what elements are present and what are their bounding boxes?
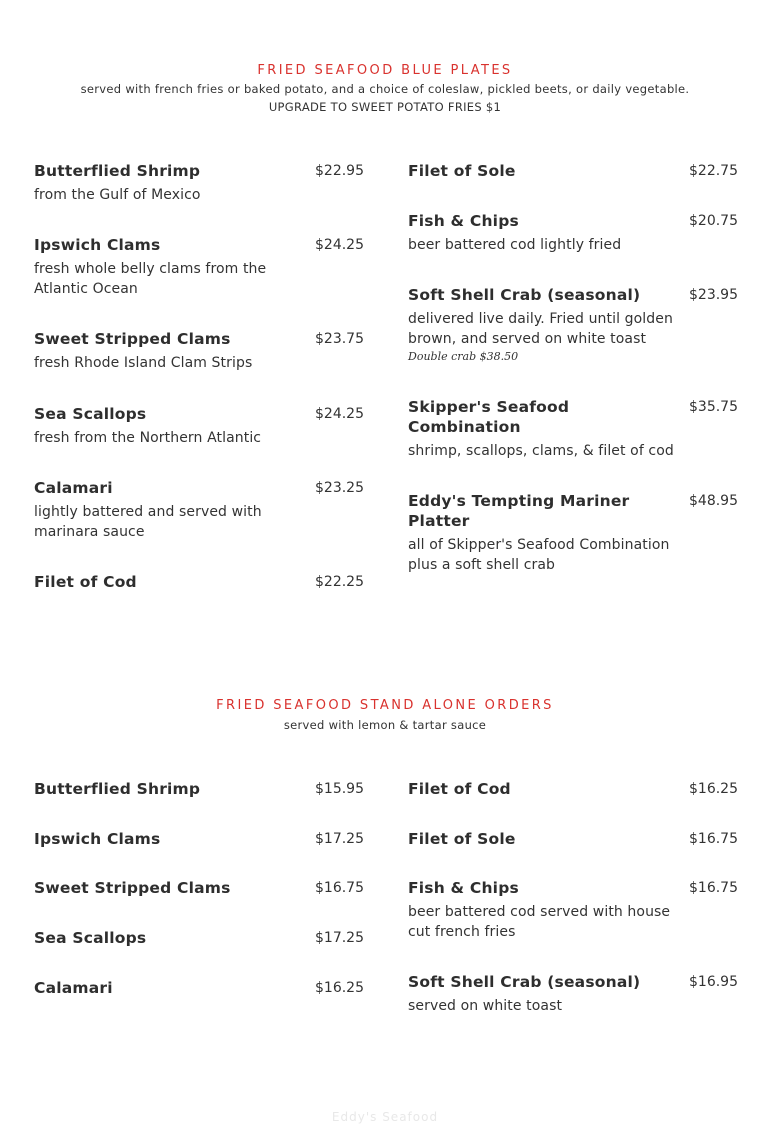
item-price: $16.75: [315, 880, 364, 896]
menu-item: [34, 235, 364, 299]
menu-item: [34, 878, 364, 898]
item-name: Sea Scallops: [34, 405, 147, 423]
menu-item: [408, 491, 738, 575]
item-name: Sweet Stripped Clams: [34, 879, 231, 897]
item-price: $16.25: [315, 980, 364, 996]
item-name: Filet of Cod: [34, 573, 137, 591]
item-price: $15.95: [315, 781, 364, 797]
stand-alone-title: FRIED SEAFOOD STAND ALONE ORDERS: [216, 698, 554, 713]
item-price: $22.75: [689, 163, 738, 179]
item-price: $24.25: [315, 237, 364, 253]
item-price: $16.25: [689, 781, 738, 797]
item-price: $16.75: [689, 880, 738, 896]
menu-item: [34, 329, 364, 373]
item-name: Fish & Chips: [408, 212, 519, 230]
menu-item: [34, 928, 364, 948]
item-price: $17.25: [315, 930, 364, 946]
item-price: $22.25: [315, 574, 364, 590]
item-description: fresh from the Northern Atlantic: [34, 430, 262, 446]
item-name: Skipper's Seafood Combination: [408, 398, 570, 436]
item-name: Filet of Cod: [408, 780, 511, 798]
item-name: Eddy's Tempting Mariner Platter: [408, 492, 630, 530]
item-name: Filet of Sole: [408, 830, 516, 848]
item-description: lightly battered and served with marinara sauce: [34, 504, 262, 540]
menu-item: [408, 397, 738, 461]
menu-item: [408, 211, 738, 255]
item-name: Ipswich Clams: [34, 236, 161, 254]
blue-plates-subtitle: served with french fries or baked potato, and a choice of coleslaw, pickled beets, or daily vegetable.: [80, 82, 690, 96]
item-name: Ipswich Clams: [34, 830, 161, 848]
item-name: Calamari: [34, 979, 113, 997]
item-price: $16.75: [689, 831, 738, 847]
item-price: $24.25: [315, 406, 364, 422]
item-name: Butterflied Shrimp: [34, 162, 201, 180]
item-note: Double crab $38.50: [408, 350, 519, 363]
item-description: delivered live daily. Fried until golden brown, and served on white toast: [408, 311, 673, 347]
item-description: all of Skipper's Seafood Combination plus a soft shell crab: [408, 537, 670, 573]
menu-item: [408, 285, 738, 363]
item-price: $23.95: [689, 287, 738, 303]
item-price: $35.75: [689, 399, 738, 415]
footer-watermark: Eddy's Seafood: [331, 1110, 439, 1124]
stand-alone-subtitle: served with lemon & tartar sauce: [283, 718, 487, 732]
item-description: beer battered cod served with house cut french fries: [408, 904, 671, 940]
menu-item: [34, 478, 364, 542]
blue-plates-title: FRIED SEAFOOD BLUE PLATES: [257, 63, 513, 78]
menu-item: [408, 972, 738, 1016]
menu-item: [408, 161, 738, 181]
item-name: Soft Shell Crab (seasonal): [408, 286, 641, 304]
item-price: $48.95: [689, 493, 738, 509]
menu-item: [408, 829, 738, 849]
blue-plates-upgrade-note: UPGRADE TO SWEET POTATO FRIES $1: [268, 100, 502, 114]
item-description: from the Gulf of Mexico: [34, 187, 201, 203]
item-price: $23.25: [315, 480, 364, 496]
item-price: $23.75: [315, 331, 364, 347]
item-price: $20.75: [689, 213, 738, 229]
menu-item: [408, 878, 738, 942]
item-description: fresh Rhode Island Clam Strips: [34, 355, 253, 371]
item-name: Soft Shell Crab (seasonal): [408, 973, 641, 991]
item-name: Sweet Stripped Clams: [34, 330, 231, 348]
item-name: Calamari: [34, 479, 113, 497]
menu-item: [34, 161, 364, 205]
menu-item: [34, 572, 364, 592]
item-name: Fish & Chips: [408, 879, 519, 897]
item-description: served on white toast: [408, 998, 563, 1014]
item-price: $16.95: [689, 974, 738, 990]
menu-item: [34, 779, 364, 799]
item-price: $17.25: [315, 831, 364, 847]
item-description: beer battered cod lightly fried: [408, 237, 622, 253]
item-name: Butterflied Shrimp: [34, 780, 201, 798]
item-description: fresh whole belly clams from the Atlantic Ocean: [34, 261, 267, 297]
menu-item: [34, 404, 364, 448]
item-name: Sea Scallops: [34, 929, 147, 947]
menu-item: [408, 779, 738, 799]
menu-item: [34, 978, 364, 998]
menu-item: [34, 829, 364, 849]
item-price: $22.95: [315, 163, 364, 179]
item-description: shrimp, scallops, clams, & filet of cod: [408, 443, 674, 459]
item-name: Filet of Sole: [408, 162, 516, 180]
